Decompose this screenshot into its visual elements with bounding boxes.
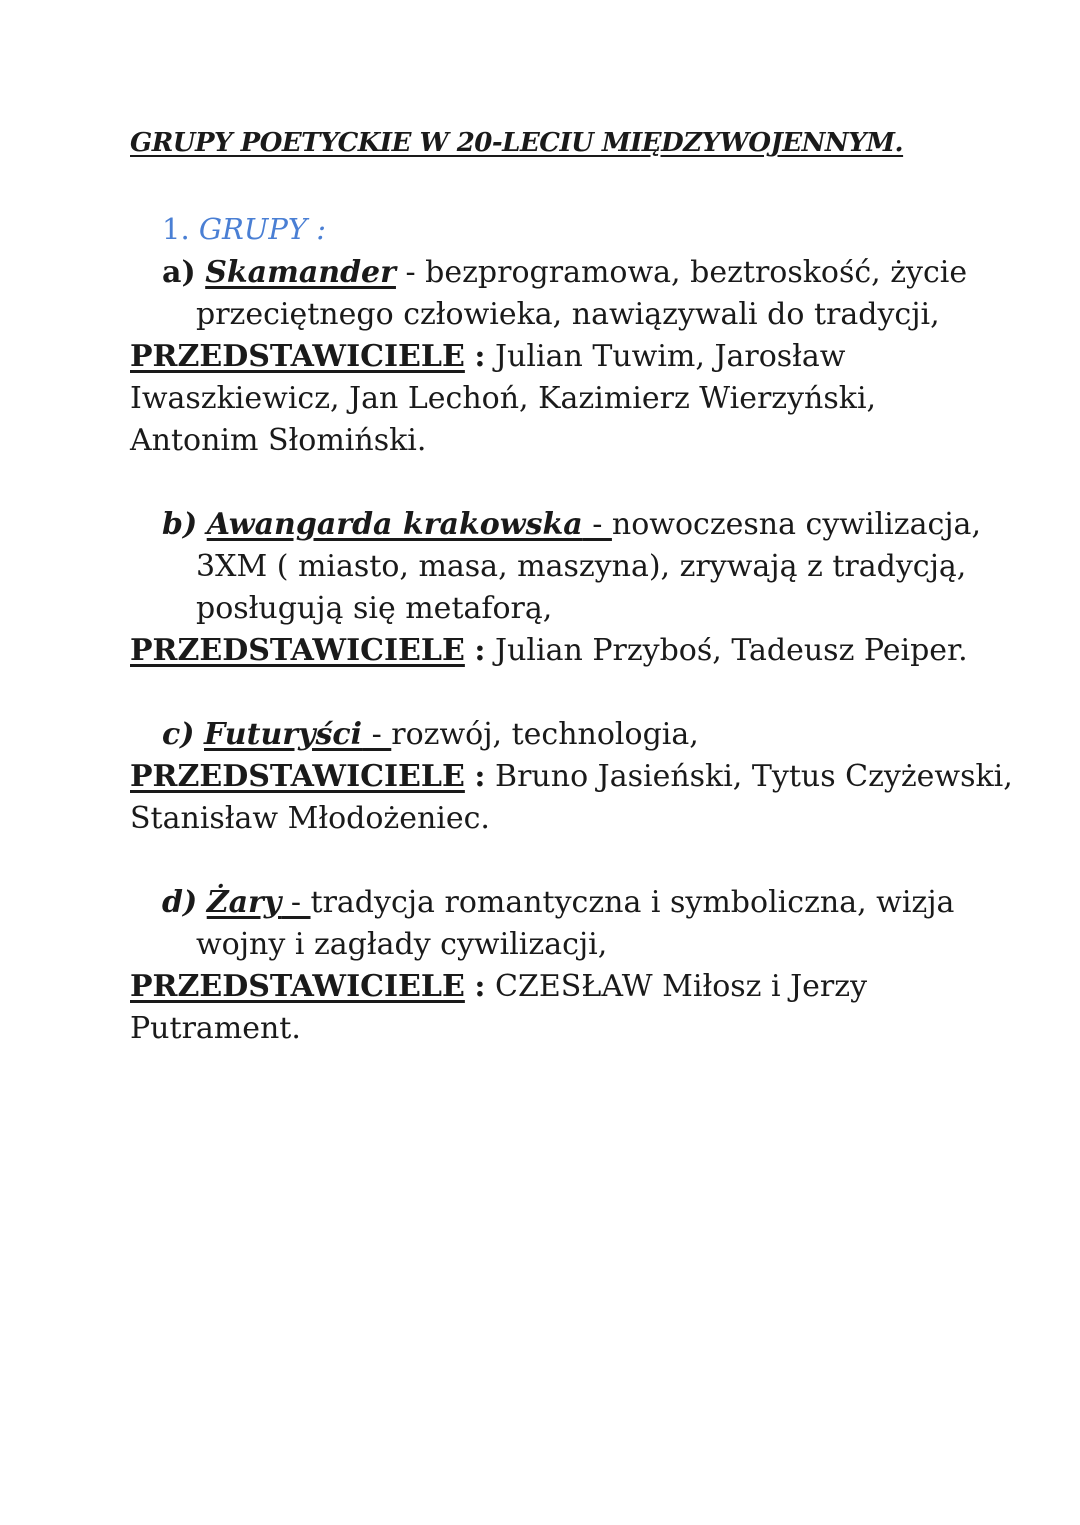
representatives-names: Iwaszkiewicz, Jan Lechoń, Kazimierz Wierzyński, xyxy=(130,381,877,416)
list-heading xyxy=(162,212,326,246)
group-description: wojny i zagłady cywilizacji, xyxy=(196,927,608,962)
group-header-line xyxy=(130,882,955,924)
group-marker: b) xyxy=(162,507,198,542)
representatives-names: Putrament. xyxy=(130,1011,301,1046)
group-skamander xyxy=(130,252,968,462)
group-header-line xyxy=(130,252,968,294)
group-description: rozwój, technologia, xyxy=(391,717,699,752)
representatives-names: Antonim Słomiński. xyxy=(130,423,427,458)
group-name: Futuryści xyxy=(204,717,363,752)
group-header-line xyxy=(130,504,981,546)
group-dash: - xyxy=(395,255,426,290)
group-header-line xyxy=(130,714,950,756)
representatives-line: PRZEDSTAWICIELE : Julian Przyboś, Tadeusz Peiper. xyxy=(130,633,968,668)
representatives-names: CZESŁAW Miłosz i Jerzy xyxy=(485,969,868,1004)
group-description: 3XM ( miasto, masa, maszyna), zrywają z tradycją, xyxy=(196,549,967,584)
representatives-label: PRZEDSTAWICIELE xyxy=(130,759,465,794)
group-description: nowoczesna cywilizacja, xyxy=(611,507,981,542)
group-name: Awangarda krakowska xyxy=(206,507,583,542)
group-zary xyxy=(130,882,955,1050)
group-description: przeciętnego człowieka, nawiązywali do tradycji, xyxy=(196,297,940,332)
group-dash: - xyxy=(281,885,311,920)
representatives-label: PRZEDSTAWICIELE xyxy=(130,633,465,668)
group-marker: c) xyxy=(162,717,195,752)
group-dash: - xyxy=(362,717,392,752)
representatives-names: Stanisław Młodożeniec. xyxy=(130,801,490,836)
group-description: bezprogramowa, beztroskość, życie xyxy=(425,255,968,290)
group-description: tradycja romantyczna i symboliczna, wizja xyxy=(310,885,955,920)
group-marker: d) xyxy=(162,885,198,920)
representatives-line: PRZEDSTAWICIELE : Julian Tuwim, Jarosław xyxy=(130,339,846,374)
group-name: Żary xyxy=(206,885,282,920)
group-futurysci xyxy=(130,714,1013,840)
group-marker: a) xyxy=(162,255,196,290)
list-label: GRUPY : xyxy=(198,212,326,246)
representatives-names: Julian Przyboś, Tadeusz Peiper. xyxy=(485,633,968,668)
group-name: Skamander xyxy=(205,255,396,290)
representatives-names: Julian Tuwim, Jarosław xyxy=(485,339,846,374)
representatives-names: Bruno Jasieński, Tytus Czyżewski, xyxy=(485,759,1013,794)
representatives-line: PRZEDSTAWICIELE : CZESŁAW Miłosz i Jerzy xyxy=(130,969,868,1004)
representatives-label: PRZEDSTAWICIELE xyxy=(130,969,465,1004)
representatives-line: PRZEDSTAWICIELE : Bruno Jasieński, Tytus Czyżewski, xyxy=(130,759,1013,794)
representatives-label: PRZEDSTAWICIELE xyxy=(130,339,465,374)
list-number: 1. xyxy=(162,212,190,246)
group-description: posługują się metaforą, xyxy=(196,591,553,626)
group-dash: - xyxy=(582,507,612,542)
document-title: GRUPY POETYCKIE W 20-LECIU MIĘDZYWOJENNYM. xyxy=(130,128,904,158)
group-awangarda-krakowska xyxy=(130,504,981,672)
